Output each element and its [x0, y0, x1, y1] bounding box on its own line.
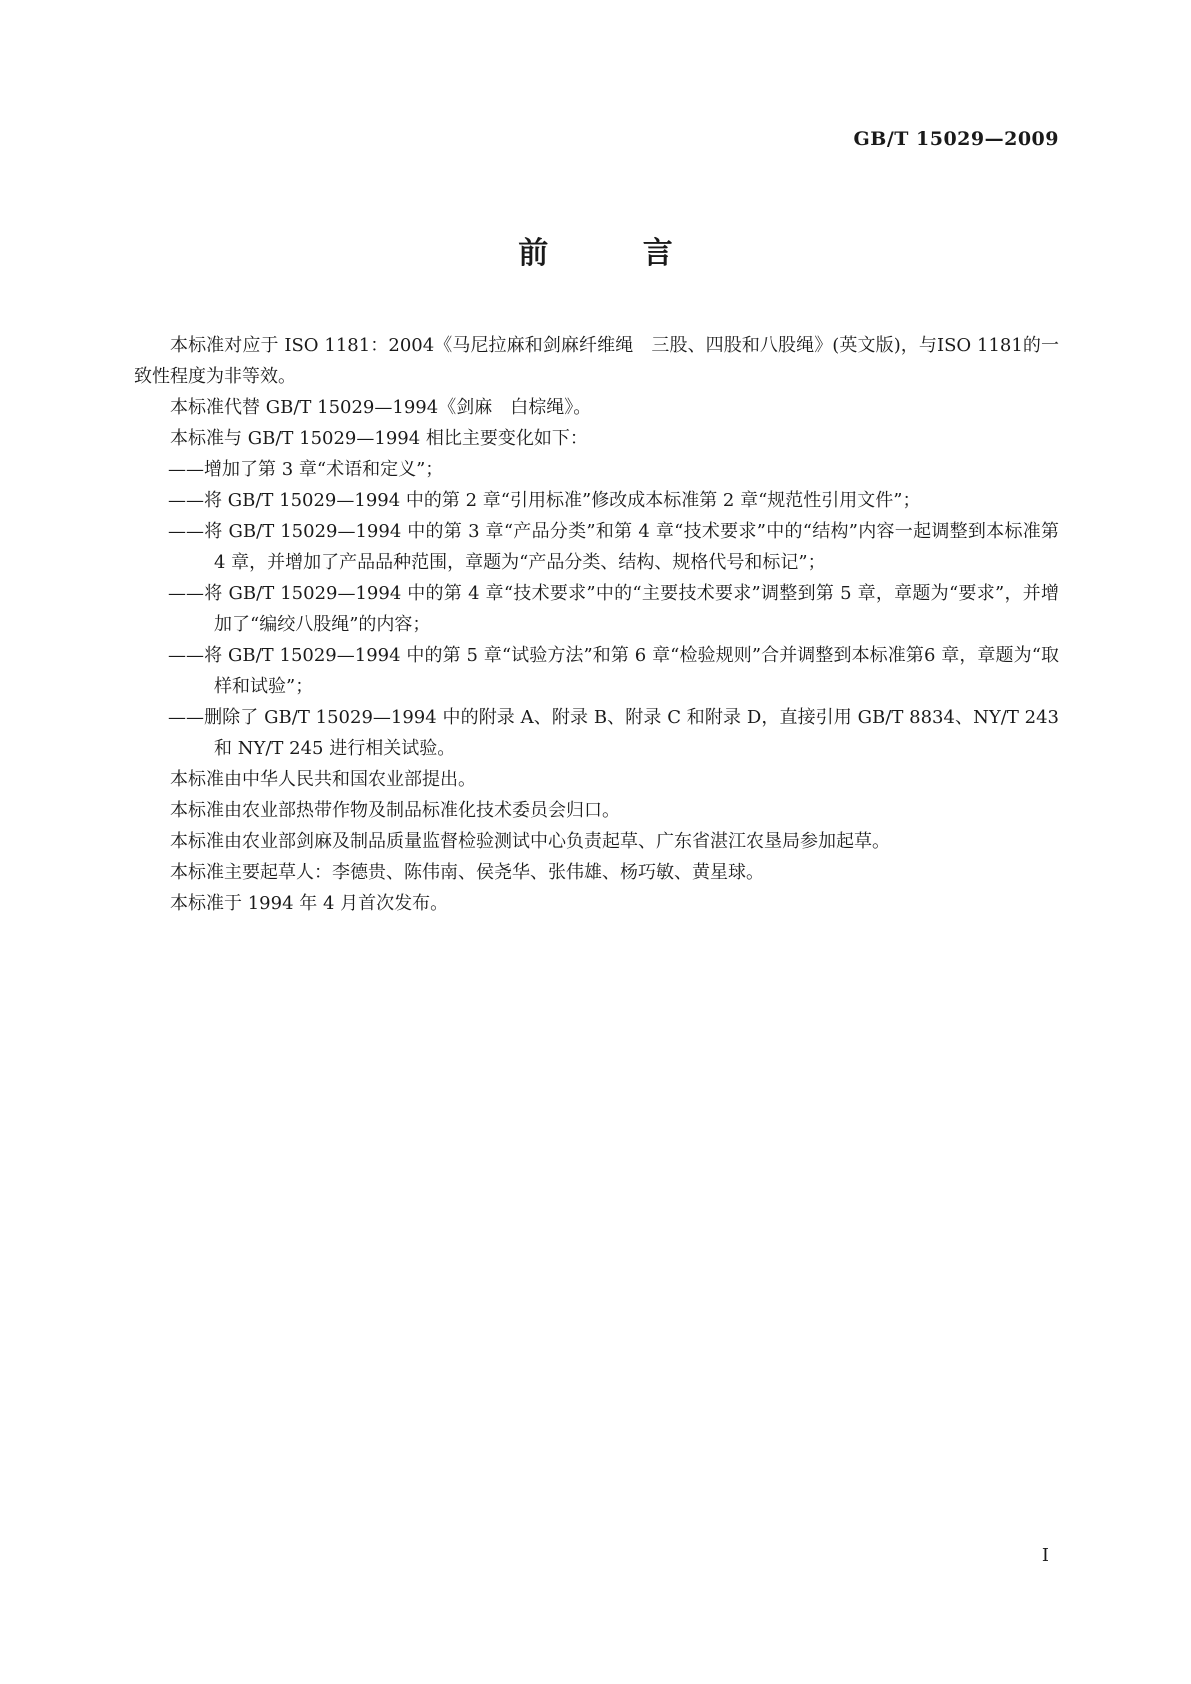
change-item: ——将 GB/T 15029—1994 中的第 5 章“试验方法”和第 6 章“检验规则”合并调整到本标准第6 章，章题为“取样和试验”；	[168, 645, 1059, 697]
change-item: ——增加了第 3 章“术语和定义”；	[168, 459, 444, 480]
paragraph-proposer: 本标准由中华人民共和国农业部提出。	[170, 769, 476, 790]
page-number: I	[1041, 1545, 1049, 1566]
paragraph-correspondence: 本标准对应于 ISO 1181：2004《马尼拉麻和剑麻纤维绳 三股、四股和八股绳》(英文版)，与ISO 1181的一致性程度为非等效。	[134, 335, 1059, 387]
change-item: ——将 GB/T 15029—1994 中的第 4 章“技术要求”中的“主要技术要求”调整到第 5 章，章题为“要求”，并增加了“编绞八股绳”的内容；	[168, 583, 1059, 635]
paragraph-replaces: 本标准代替 GB/T 15029—1994《剑麻 白棕绳》。	[170, 397, 592, 418]
paragraph-changes-intro: 本标准与 GB/T 15029—1994 相比主要变化如下：	[170, 428, 588, 449]
paragraph-drafting-org: 本标准由农业部剑麻及制品质量监督检验测试中心负责起草、广东省湛江农垦局参加起草。	[170, 831, 890, 852]
page-title: 前 言	[518, 236, 715, 271]
change-item: ——删除了 GB/T 15029—1994 中的附录 A、附录 B、附录 C 和附录 D，直接引用 GB/T 8834、NY/T 243和 NY/T 245 进行相关试验。	[168, 707, 1059, 759]
paragraph-first-release: 本标准于 1994 年 4 月首次发布。	[170, 893, 449, 914]
document-body	[134, 330, 1059, 919]
paragraph-committee: 本标准由农业部热带作物及制品标准化技术委员会归口。	[170, 800, 620, 821]
change-item: ——将 GB/T 15029—1994 中的第 3 章“产品分类”和第 4 章“技术要求”中的“结构”内容一起调整到本标准第 4 章，并增加了产品品种范围，章题为“产品分类、结构、规格代号和标记”；	[168, 521, 1059, 573]
paragraph-drafters: 本标准主要起草人：李德贵、陈伟南、侯尧华、张伟雄、杨巧敏、黄星球。	[170, 862, 764, 883]
standard-code: GB/T 15029—2009	[853, 128, 1059, 150]
change-item: ——将 GB/T 15029—1994 中的第 2 章“引用标准”修改成本标准第 2 章“规范性引用文件”；	[168, 490, 921, 511]
